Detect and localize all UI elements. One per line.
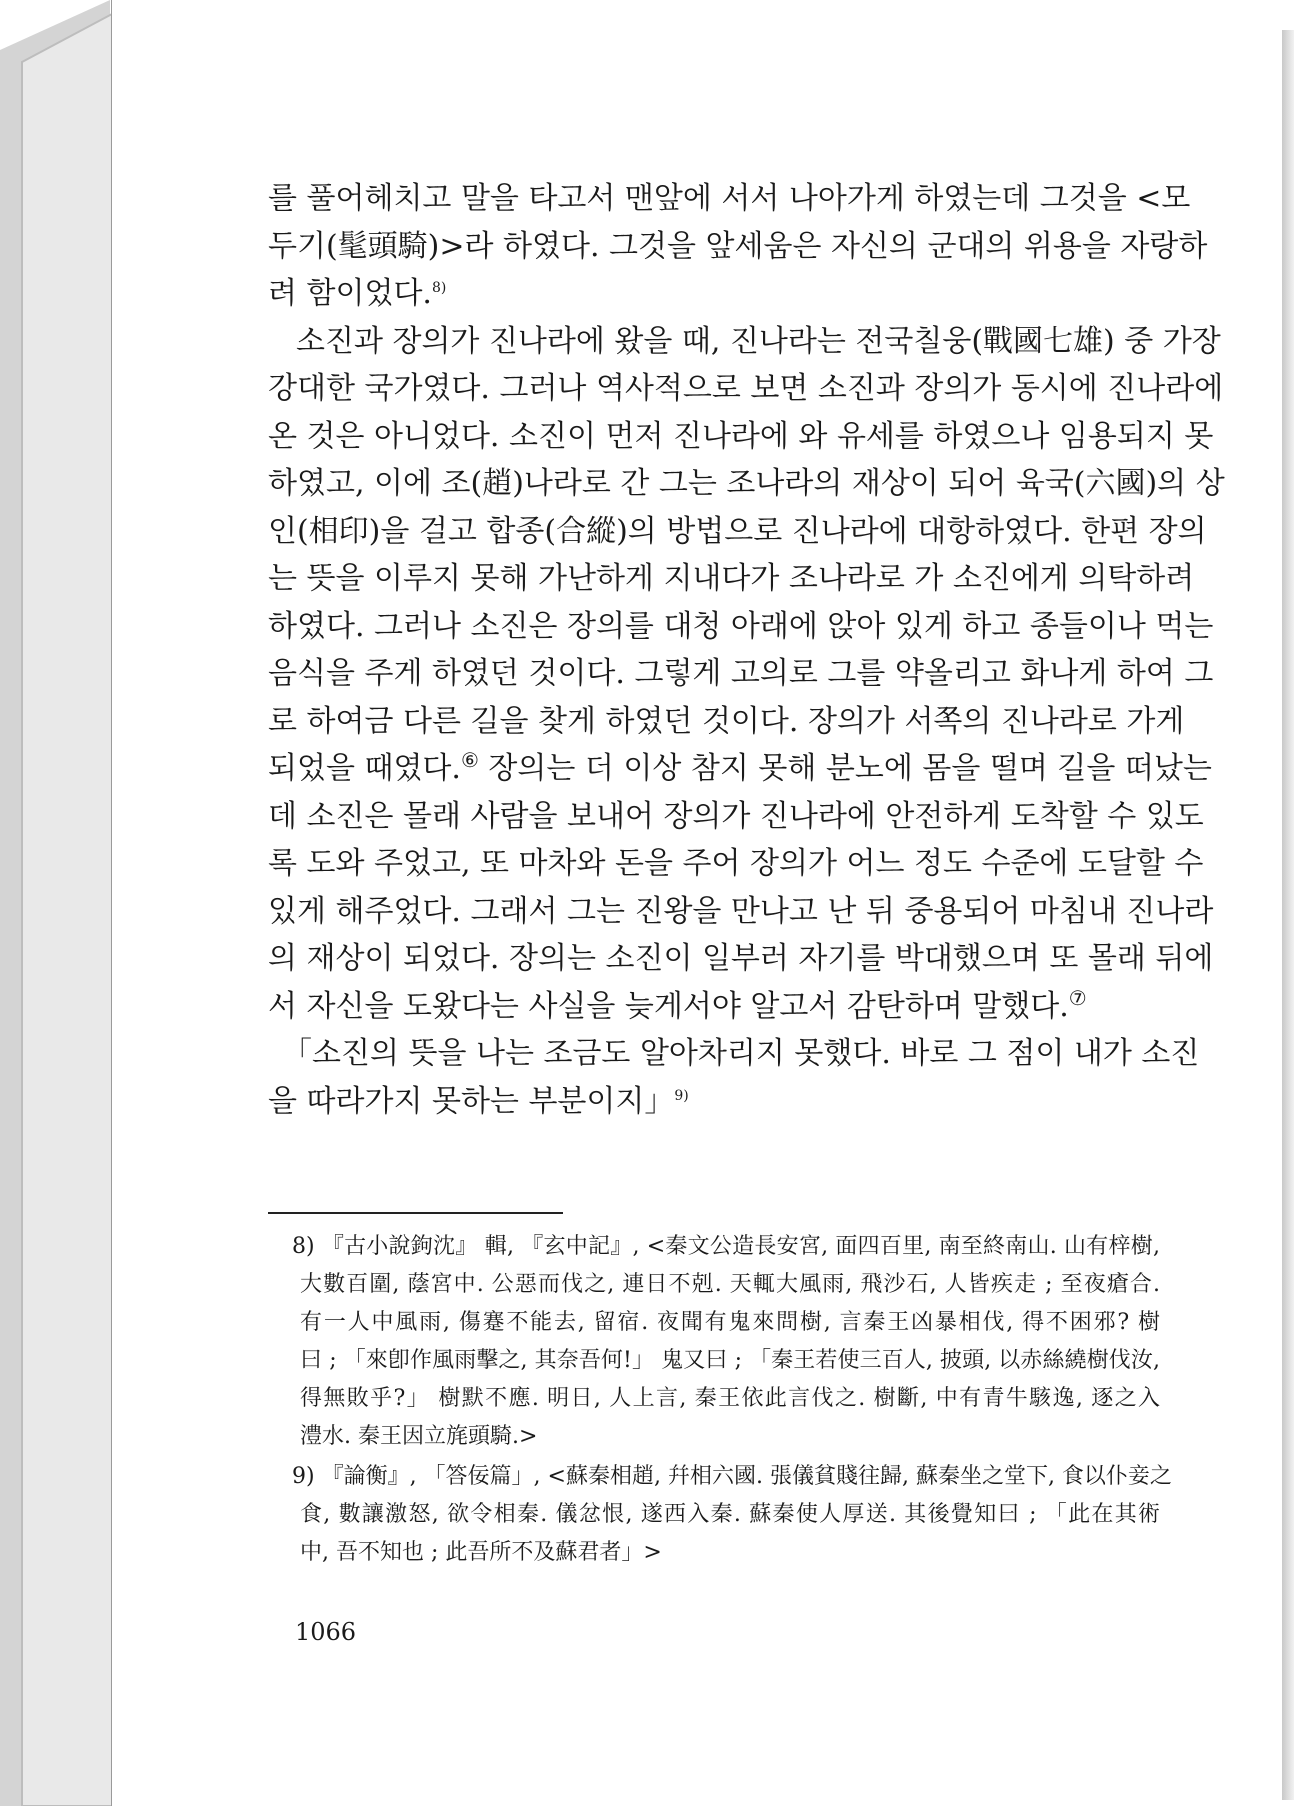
text-line: 강대한 국가였다. 그러나 역사적으로 보면 소진과 장의가 동시에 진나라에 [268,371,1224,406]
text-line [268,983,1156,1031]
text-line: 하였고, 이에 조(趙)나라로 간 그는 조나라의 재상이 되어 육국(六國)의 상 [268,466,1225,501]
footnote-line: 8) 『古小說鉤沈』 輯, 『玄中記』, <秦文公造長安宮, 面四百里, 南至終南山. 山有梓樹, [292,1234,1160,1259]
text-line: 데 소진은 몰래 사람을 보내어 장의가 진나라에 안전하게 도착할 수 있도 [268,798,1204,834]
footnote-line: 9) 『論衡』, 「答佞篇」, <蘇秦相趙, 幷相六國. 張儀貧賤往歸, 蘇秦坐之堂下, 食以仆妾之 [292,1464,1172,1489]
text-line: 있게 해주었다. 그래서 그는 진왕을 만나고 난 뒤 중용되어 마침내 진나라 [268,893,1214,929]
footnote-divider [268,1212,563,1214]
text-line: 두기(髦頭騎)>라 하였다. 그것을 앞세움은 자신의 군대의 위용을 자랑하 [268,228,1208,264]
footnote-line: 大數百圍, 蔭宮中. 公惡而伐之, 連日不剋. 天輒大風雨, 飛沙石, 人皆疾走 ; 至夜瘡合. [300,1272,1160,1297]
book-spine [0,0,120,1806]
text-line [268,745,1212,793]
footnote-9 [292,1458,1172,1572]
quote-line: 「소진의 뜻을 나는 조금도 알아차리지 못했다. 바로 그 점이 내가 소진 [282,1036,1200,1071]
text-span: 려 함이었다. [268,276,432,311]
text-line: 는 뜻을 이루지 못해 가난하게 지내다가 조나라로 가 소진에게 의탁하려 [268,561,1195,596]
text-line: 인(相印)을 걸고 합종(合縱)의 방법으로 진나라에 대항하였다. 한편 장의 [268,513,1207,549]
footnote-ref-9: 9) [674,1087,689,1104]
footnote-line: 中, 吾不知也 ; 此吾所不及蘇君者」> [300,1540,662,1565]
note-mark-7: ⑦ [1068,985,1087,1010]
footnote-line: 曰 ; 「來卽作風雨擊之, 其奈吾何!」 鬼又曰 ; 「秦王若使三百人, 披頭, 以赤絲繞樹伐汝, [300,1348,1160,1373]
text-line [268,270,1156,318]
text-line: 소진과 장의가 진나라에 왔을 때, 진나라는 전국칠웅(戰國七雄) 중 가장 [296,323,1221,359]
text-span: 서 자신을 도왔다는 사실을 늦게서야 알고서 감탄하며 말했다. [268,988,1069,1024]
text-span: 되었을 때였다. [268,751,461,786]
body-text [268,175,1225,1125]
text-line: 온 것은 아니었다. 소진이 먼저 진나라에 와 유세를 하였으나 임용되지 못 [268,418,1214,454]
footnote-line: 澧水. 秦王因立旄頭騎.> [300,1424,538,1449]
text-span: 을 따라가지 못하는 부분이지」 [268,1083,675,1119]
text-span: 장의는 더 이상 참지 못해 분노에 몸을 떨며 길을 떠났는 [478,751,1212,786]
text-line: 의 재상이 되었다. 장의는 소진이 일부러 자기를 박대했으며 또 몰래 뒤에 [268,941,1214,976]
page-number: 1066 [295,1618,357,1646]
footnote-ref-8: 8) [431,280,447,296]
footnotes [292,1228,1172,1574]
quote-line [268,1078,1156,1126]
text-line: 로 하여금 다른 길을 찾게 하였던 것이다. 장의가 서쪽의 진나라로 가게 [268,703,1185,739]
text-line: 를 풀어헤치고 말을 타고서 맨앞에 서서 나아가게 하였는데 그것을 <모 [268,181,1191,216]
footnote-8 [292,1228,1160,1456]
note-mark-6: ⑥ [460,748,479,772]
footnote-line: 有一人中風雨, 傷蹇不能去, 留宿. 夜聞有鬼來問樹, 言秦王凶暴相伐, 得不困邪? 樹 [300,1310,1160,1335]
page-edge-shadow [1282,30,1294,1800]
text-line: 록 도와 주었고, 또 마차와 돈을 주어 장의가 어느 정도 수준에 도달할 수 [268,846,1204,881]
footnote-line: 食, 數讓激怒, 欲令相秦. 儀忿恨, 遂西入秦. 蘇秦使人厚送. 其後覺知曰 ; 「此在其術 [300,1502,1160,1527]
text-line: 하였다. 그러나 소진은 장의를 대청 아래에 앉아 있게 하고 종들이나 먹는 [268,608,1214,644]
footnote-line: 得無敗乎?」 樹默不應. 明日, 人上言, 秦王依此言伐之. 樹斷, 中有青牛駭逸, 逐之入 [300,1386,1160,1411]
text-line: 음식을 주게 하였던 것이다. 그렇게 고의로 그를 약올리고 화나게 하여 그 [268,656,1214,691]
